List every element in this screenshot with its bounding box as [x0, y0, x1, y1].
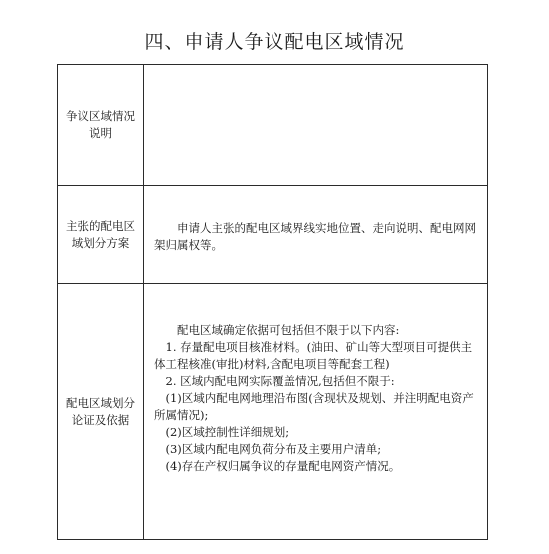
row-label-text: 争议区域情况 说明 [66, 109, 135, 140]
table-row-division-basis [58, 284, 487, 539]
row-label-division-basis [58, 284, 144, 539]
row-label-text: 主张的配电区 域划分方案 [66, 218, 135, 250]
table-row-division-plan [58, 186, 487, 284]
basis-subitem-4: (4)存在产权归属争议的存量配电网资产情况。 [165, 459, 401, 473]
dispute-area-table [57, 64, 488, 540]
row-label-dispute-description [58, 65, 144, 185]
basis-item-2: 2. 区域内配电网实际覆盖情况,包括但不限于: [165, 374, 395, 388]
row-label-division-plan [58, 186, 144, 283]
basis-subitem-3: (3)区域内配电网负荷分布及主要用户清单; [165, 442, 382, 456]
content-cell-division-plan[interactable] [144, 186, 487, 283]
basis-item-1: 1. 存量配电项目核准材料。(油田、矿山等大型项目可提供主体工程核准(审批)材料,含配电项目等配套工程) [154, 340, 473, 371]
row-label-text: 配电区域划分 论证及依据 [66, 395, 135, 427]
division-plan-text: 申请人主张的配电区域界线实地位置、走向说明、配电网网架归属权等。 [154, 221, 476, 252]
content-cell-division-basis[interactable] [144, 284, 487, 539]
basis-intro-text: 配电区域确定依据可包括但不限于以下内容: [177, 323, 400, 337]
basis-subitem-1: (1)区域内配电网地理沿布图(含现状及规划、并注明配电资产所属情况); [154, 391, 474, 422]
page-title: 四、申请人争议配电区域情况 [144, 31, 405, 53]
basis-subitem-2: (2)区域控制性详细规划; [165, 425, 290, 439]
content-cell-dispute-description[interactable] [144, 65, 487, 185]
table-row-dispute-description [58, 65, 487, 186]
